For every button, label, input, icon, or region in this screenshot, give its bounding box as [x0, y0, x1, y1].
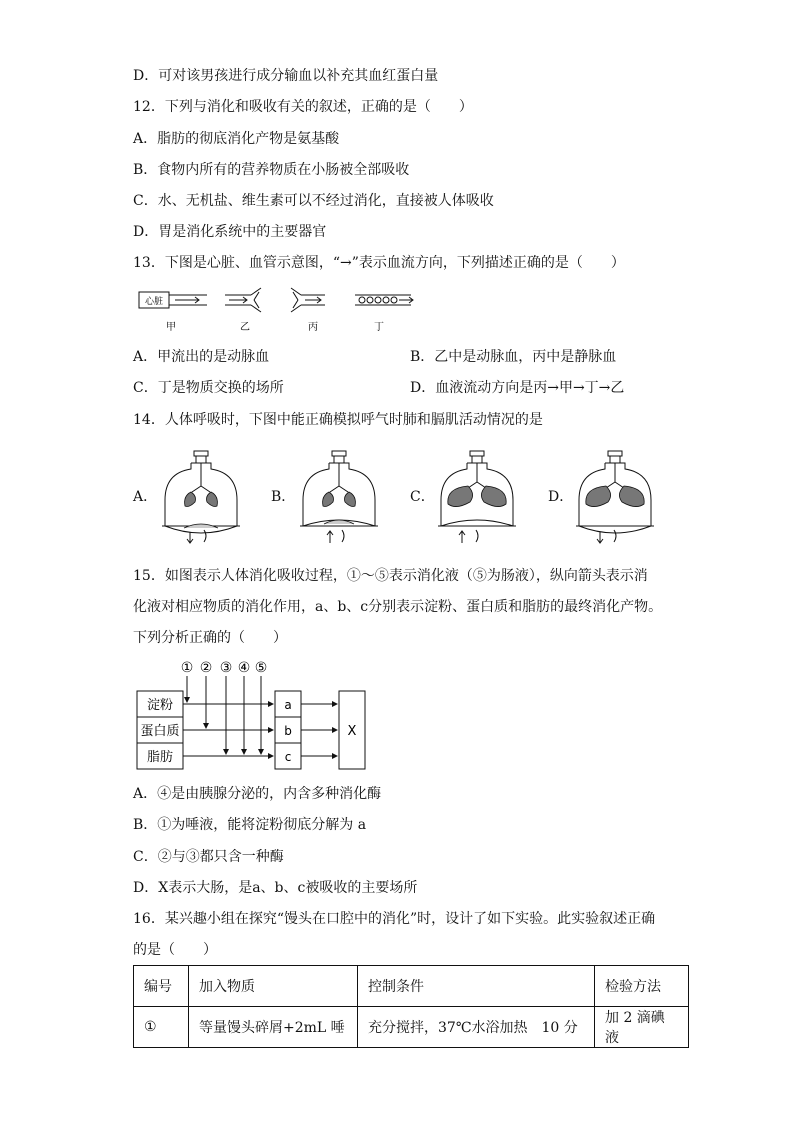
q15-stem-line-2: 化液对相应物质的消化作用，a、b、c分别表示淀粉、蛋白质和脂肪的最终消化产物。 [133, 599, 663, 615]
q14-letter-c: C． [410, 489, 435, 505]
q14-bell-jar-c [436, 448, 518, 544]
q15-digestion-diagram [133, 656, 373, 776]
table-cell: 充分搅拌，37℃水浴加热 10 分 [358, 1007, 595, 1048]
q15-option-b: B．①为唾液，能将淀粉彻底分解为 a [133, 817, 367, 833]
q15-organ-x: X [347, 724, 357, 739]
table-header-cell: 控制条件 [358, 966, 595, 1007]
q15-product-b: b [284, 724, 292, 738]
q15-product-c: c [284, 750, 292, 764]
q13-label-jia: 甲 [166, 322, 176, 333]
q11-option-d: D．可对该男孩进行成分输血以补充其血红蛋白量 [133, 68, 439, 84]
q15-option-d: D．X表示大肠，是a、b、c被吸收的主要场所 [133, 880, 418, 896]
q13-label-bing: 丙 [308, 322, 318, 333]
table-header-cell: 编号 [134, 966, 189, 1007]
table-cell: 等量馒头碎屑+2mL 唾 [189, 1007, 358, 1048]
q13-option-a: A．甲流出的是动脉血 [133, 349, 270, 365]
q13-option-c: C．丁是物质交换的场所 [133, 380, 284, 396]
q15-number-4: ④ [237, 660, 251, 676]
q13-label-yi: 乙 [240, 322, 250, 333]
q13-heart-label: 心脏 [144, 297, 164, 307]
table-header-cell: 检验方法 [595, 966, 689, 1007]
q16-experiment-table [133, 965, 689, 1048]
q12-option-a: A．脂肪的彻底消化产物是氨基酸 [133, 131, 340, 147]
q15-stem-line-3: 下列分析正确的（ ） [133, 630, 287, 646]
q13-stem: 13．下图是心脏、血管示意图，“→”表示血流方向，下列描述正确的是（ ） [133, 255, 625, 271]
q15-number-5: ⑤ [254, 660, 268, 676]
q14-bell-jar-a [160, 448, 242, 544]
q16-stem-line-2: 的是（ ） [133, 942, 217, 958]
table-header-row [134, 966, 689, 1007]
q15-stem-line-1: 15．如图表示人体消化吸收过程，①～⑤表示消化液（⑤为肠液），纵向箭头表示消 [133, 568, 648, 584]
q13-option-d: D．血液流动方向是丙→甲→丁→乙 [410, 380, 625, 396]
table-cell: ① [134, 1007, 189, 1048]
table-cell: 加 2 滴碘液 [595, 1007, 689, 1048]
q13-label-ding: 丁 [374, 322, 384, 333]
q14-letter-b: B． [271, 489, 296, 505]
q15-option-c: C．②与③都只含一种酶 [133, 849, 284, 865]
q15-number-1: ① [180, 660, 194, 676]
q12-stem: 12．下列与消化和吸收有关的叙述，正确的是（ ） [133, 99, 473, 115]
q13-figure [133, 286, 433, 334]
q14-bell-jar-d [574, 448, 656, 544]
q12-option-d: D．胃是消化系统中的主要器官 [133, 224, 327, 240]
table-row [134, 1007, 689, 1048]
q15-number-3: ③ [219, 660, 233, 676]
q12-option-c: C．水、无机盐、维生素可以不经过消化，直接被人体吸收 [133, 193, 494, 209]
q16-stem-line-1: 16．某兴趣小组在探究“馒头在口腔中的消化”时，设计了如下实验。此实验叙述正确 [133, 911, 656, 927]
table-header-cell: 加入物质 [189, 966, 358, 1007]
q15-substance-protein: 蛋白质 [140, 724, 180, 739]
q14-letter-d: D． [548, 489, 574, 505]
q12-option-b: B．食物内所有的营养物质在小肠被全部吸收 [133, 162, 410, 178]
q14-stem: 14．人体呼吸时，下图中能正确模拟呼气时肺和膈肌活动情况的是 [133, 412, 543, 428]
q15-product-a: a [284, 698, 292, 712]
q14-letter-a: A． [133, 489, 158, 505]
q15-number-2: ② [199, 660, 213, 676]
q15-option-a: A．④是由胰腺分泌的，内含多种消化酶 [133, 786, 382, 802]
q15-substance-starch: 淀粉 [146, 698, 174, 713]
q13-option-b: B．乙中是动脉血，丙中是静脉血 [410, 349, 617, 365]
q15-substance-fat: 脂肪 [146, 750, 174, 765]
q14-bell-jar-b [298, 448, 380, 544]
